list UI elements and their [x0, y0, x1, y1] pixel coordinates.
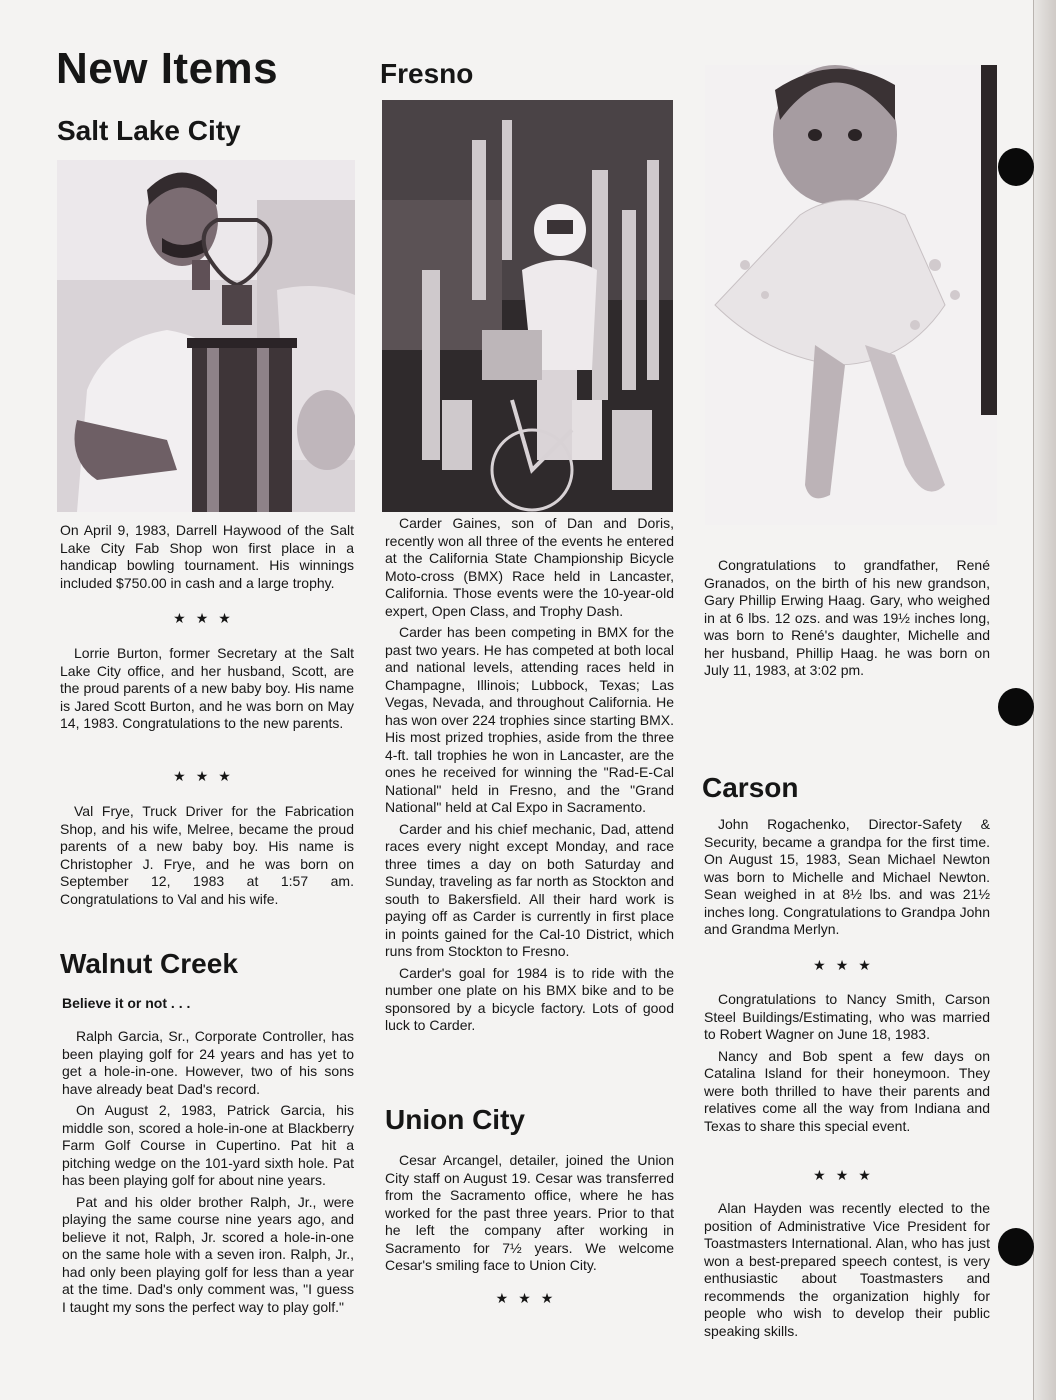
carson-item-rogachenko	[704, 816, 990, 943]
photo-trophy-man	[57, 160, 355, 512]
baby-caption	[704, 557, 990, 684]
separator-stars: ★★★	[173, 610, 241, 626]
item-lorrie-burton	[60, 645, 354, 737]
separator-stars: ★★★	[813, 1167, 881, 1183]
binder-hole-top	[998, 148, 1034, 186]
walnut-subhead: Believe it or not . . .	[62, 995, 191, 1011]
union-city-paragraph: Cesar Arcangel, detailer, joined the Union City staff on August 19. Cesar was transferred from the Sacramento office, where he has worked for the past three years. Prior to that he left the company after working in Sacramento for 7½ years. We welcome Cesar's smiling face to Union City.	[385, 1152, 674, 1273]
heading-fresno: Fresno	[380, 58, 474, 89]
trophy-man-illustration	[57, 160, 355, 512]
binder-hole-bottom	[998, 1228, 1034, 1266]
walnut-creek-article	[62, 1028, 354, 1320]
union-city-article	[385, 1152, 674, 1279]
carson-paragraph: Alan Hayden was recently elected to the position of Administrative Vice President for Toastmasters International. Alan, who has just won a best-prepared speech contest, is very enthusiastic about Toastmasters and recommends the organization highly for people who wish to develop their public speaking skills.	[704, 1200, 990, 1339]
carson-paragraph: Nancy and Bob spent a few days on Catalina Island for their honeymoon. They were both thrilled to have their parents and relatives come all the way from Indiana and Texas to share this special event.	[704, 1047, 990, 1134]
page-title: New Items	[56, 44, 279, 93]
fresno-paragraph: Carder's goal for 1984 is to ride with the number one plate on his BMX bike and to be sponsored by a bicycle factory. Lots of good luck to Carder.	[385, 964, 674, 1033]
heading-carson: Carson	[702, 772, 799, 803]
item-darrell-haywood-text: On April 9, 1983, Darrell Haywood of the Salt Lake City Fab Shop won first place in a handicap bowling tournament. His winnings included $750.00 in cash and a large trophy.	[60, 522, 354, 591]
heading-salt-lake-city: Salt Lake City	[57, 115, 241, 146]
photo-baby	[705, 65, 997, 525]
item-darrell-haywood	[60, 522, 354, 596]
separator-stars: ★★★	[173, 768, 241, 784]
walnut-paragraph: On August 2, 1983, Patrick Garcia, his middle son, scored a hole-in-one at Blackberry Farm Golf Course in Cupertino. Pat hit a pitching wedge on the 101-yard sixth hole. Pat has been playing golf for about nine years.	[62, 1102, 354, 1188]
item-lorrie-burton-text: Lorrie Burton, former Secretary at the Salt Lake City office, and her husband, Scott, are the proud parents of a new baby boy. His name is Jared Scott Burton, and he was born on May 14, 1983. Congratulations to the new parents.	[60, 645, 354, 731]
photo-bmx-rider	[382, 100, 673, 512]
separator-stars: ★★★	[813, 957, 881, 973]
carson-paragraph: Congratulations to Nancy Smith, Carson Steel Buildings/Estimating, who was married to Robert Wagner on June 18, 1983.	[704, 991, 990, 1042]
baby-illustration	[705, 65, 997, 525]
binder-hole-middle	[998, 688, 1034, 726]
heading-union-city: Union City	[385, 1104, 525, 1135]
fresno-article	[385, 515, 674, 1039]
carson-item-nancy-smith	[704, 991, 990, 1139]
walnut-paragraph: Ralph Garcia, Sr., Corporate Controller, has been playing golf for 24 years and has yet to get a hole-in-one. However, two of his sons have already beat Dad's record.	[62, 1028, 354, 1097]
fresno-paragraph: Carder has been competing in BMX for the past two years. He has competed at both local and national levels, attending races held in Champagne, Illinois; Lubbock, Texas; Las Vegas, Nevada, and throughout California. He has won over 224 trophies since starting BMX. His most prized trophies, aside from the three 4-ft. tall trophies he won in Lancaster, are the ones he received for winning the "Rad-E-Cal National" held in Fresno, and the "Grand National" held at Cal Expo in Sacramento.	[385, 624, 674, 815]
walnut-paragraph: Pat and his older brother Ralph, Jr., were playing the same course nine years ago, and believe it not, Ralph, Jr. scored a hole-in-one on the same hole with a seven iron. Ralph, Jr., had only been playing golf for less than a year at the time. Dad's only comment was, "I guess I taught my sons the perfect way to play golf."	[62, 1193, 354, 1315]
baby-caption-text: Congratulations to grandfather, René Granados, on the birth of his new grandson, Gary Phillip Erwing Haag. Gary, who weighed in at 6 lbs. 12 ozs. and was 19½ inches long, was born to René's daughter, Michelle and her husband, Phillip Haag. he was born on July 11, 1983, at 3:02 pm.	[704, 557, 990, 678]
fresno-paragraph: Carder and his chief mechanic, Dad, attend races every night except Monday, and race three times a day on both Saturday and Sunday, traveling as far north as Stockton and south to Bakersfield. All their hard work is paying off as Carder is currently in first place in points gained for the Cal-10 District, which runs from Stockton to Fresno.	[385, 820, 674, 959]
carson-paragraph: John Rogachenko, Director-Safety & Security, became a grandpa for the first time. On August 15, 1983, Sean Michael Newton was born to Michelle and Michael Newton. Sean weighed in at 8½ lbs. and was 21½ inches long. Congratulations to Grandpa John and Grandma Merlyn.	[704, 816, 990, 937]
heading-walnut-creek: Walnut Creek	[60, 948, 238, 979]
item-val-frye-text: Val Frye, Truck Driver for the Fabrication Shop, and his wife, Melree, became the proud parents of a new baby boy. His name is Christopher J. Frye, and he was born on September 12, 1983 at 1:57 am. Congratulations to Val and his wife.	[60, 803, 354, 907]
page-edge	[1033, 0, 1056, 1400]
fresno-paragraph: Carder Gaines, son of Dan and Doris, recently won all three of the events he entered at the California State Championship Bicycle Moto-cross (BMX) Race held in Lancaster, California. Those events were the 10-year-old expert, Open Class, and Trophy Dash.	[385, 515, 674, 619]
bmx-rider-illustration	[382, 100, 673, 512]
carson-item-alan-hayden	[704, 1200, 990, 1344]
item-val-frye	[60, 803, 354, 912]
separator-stars: ★★★	[495, 1290, 564, 1306]
